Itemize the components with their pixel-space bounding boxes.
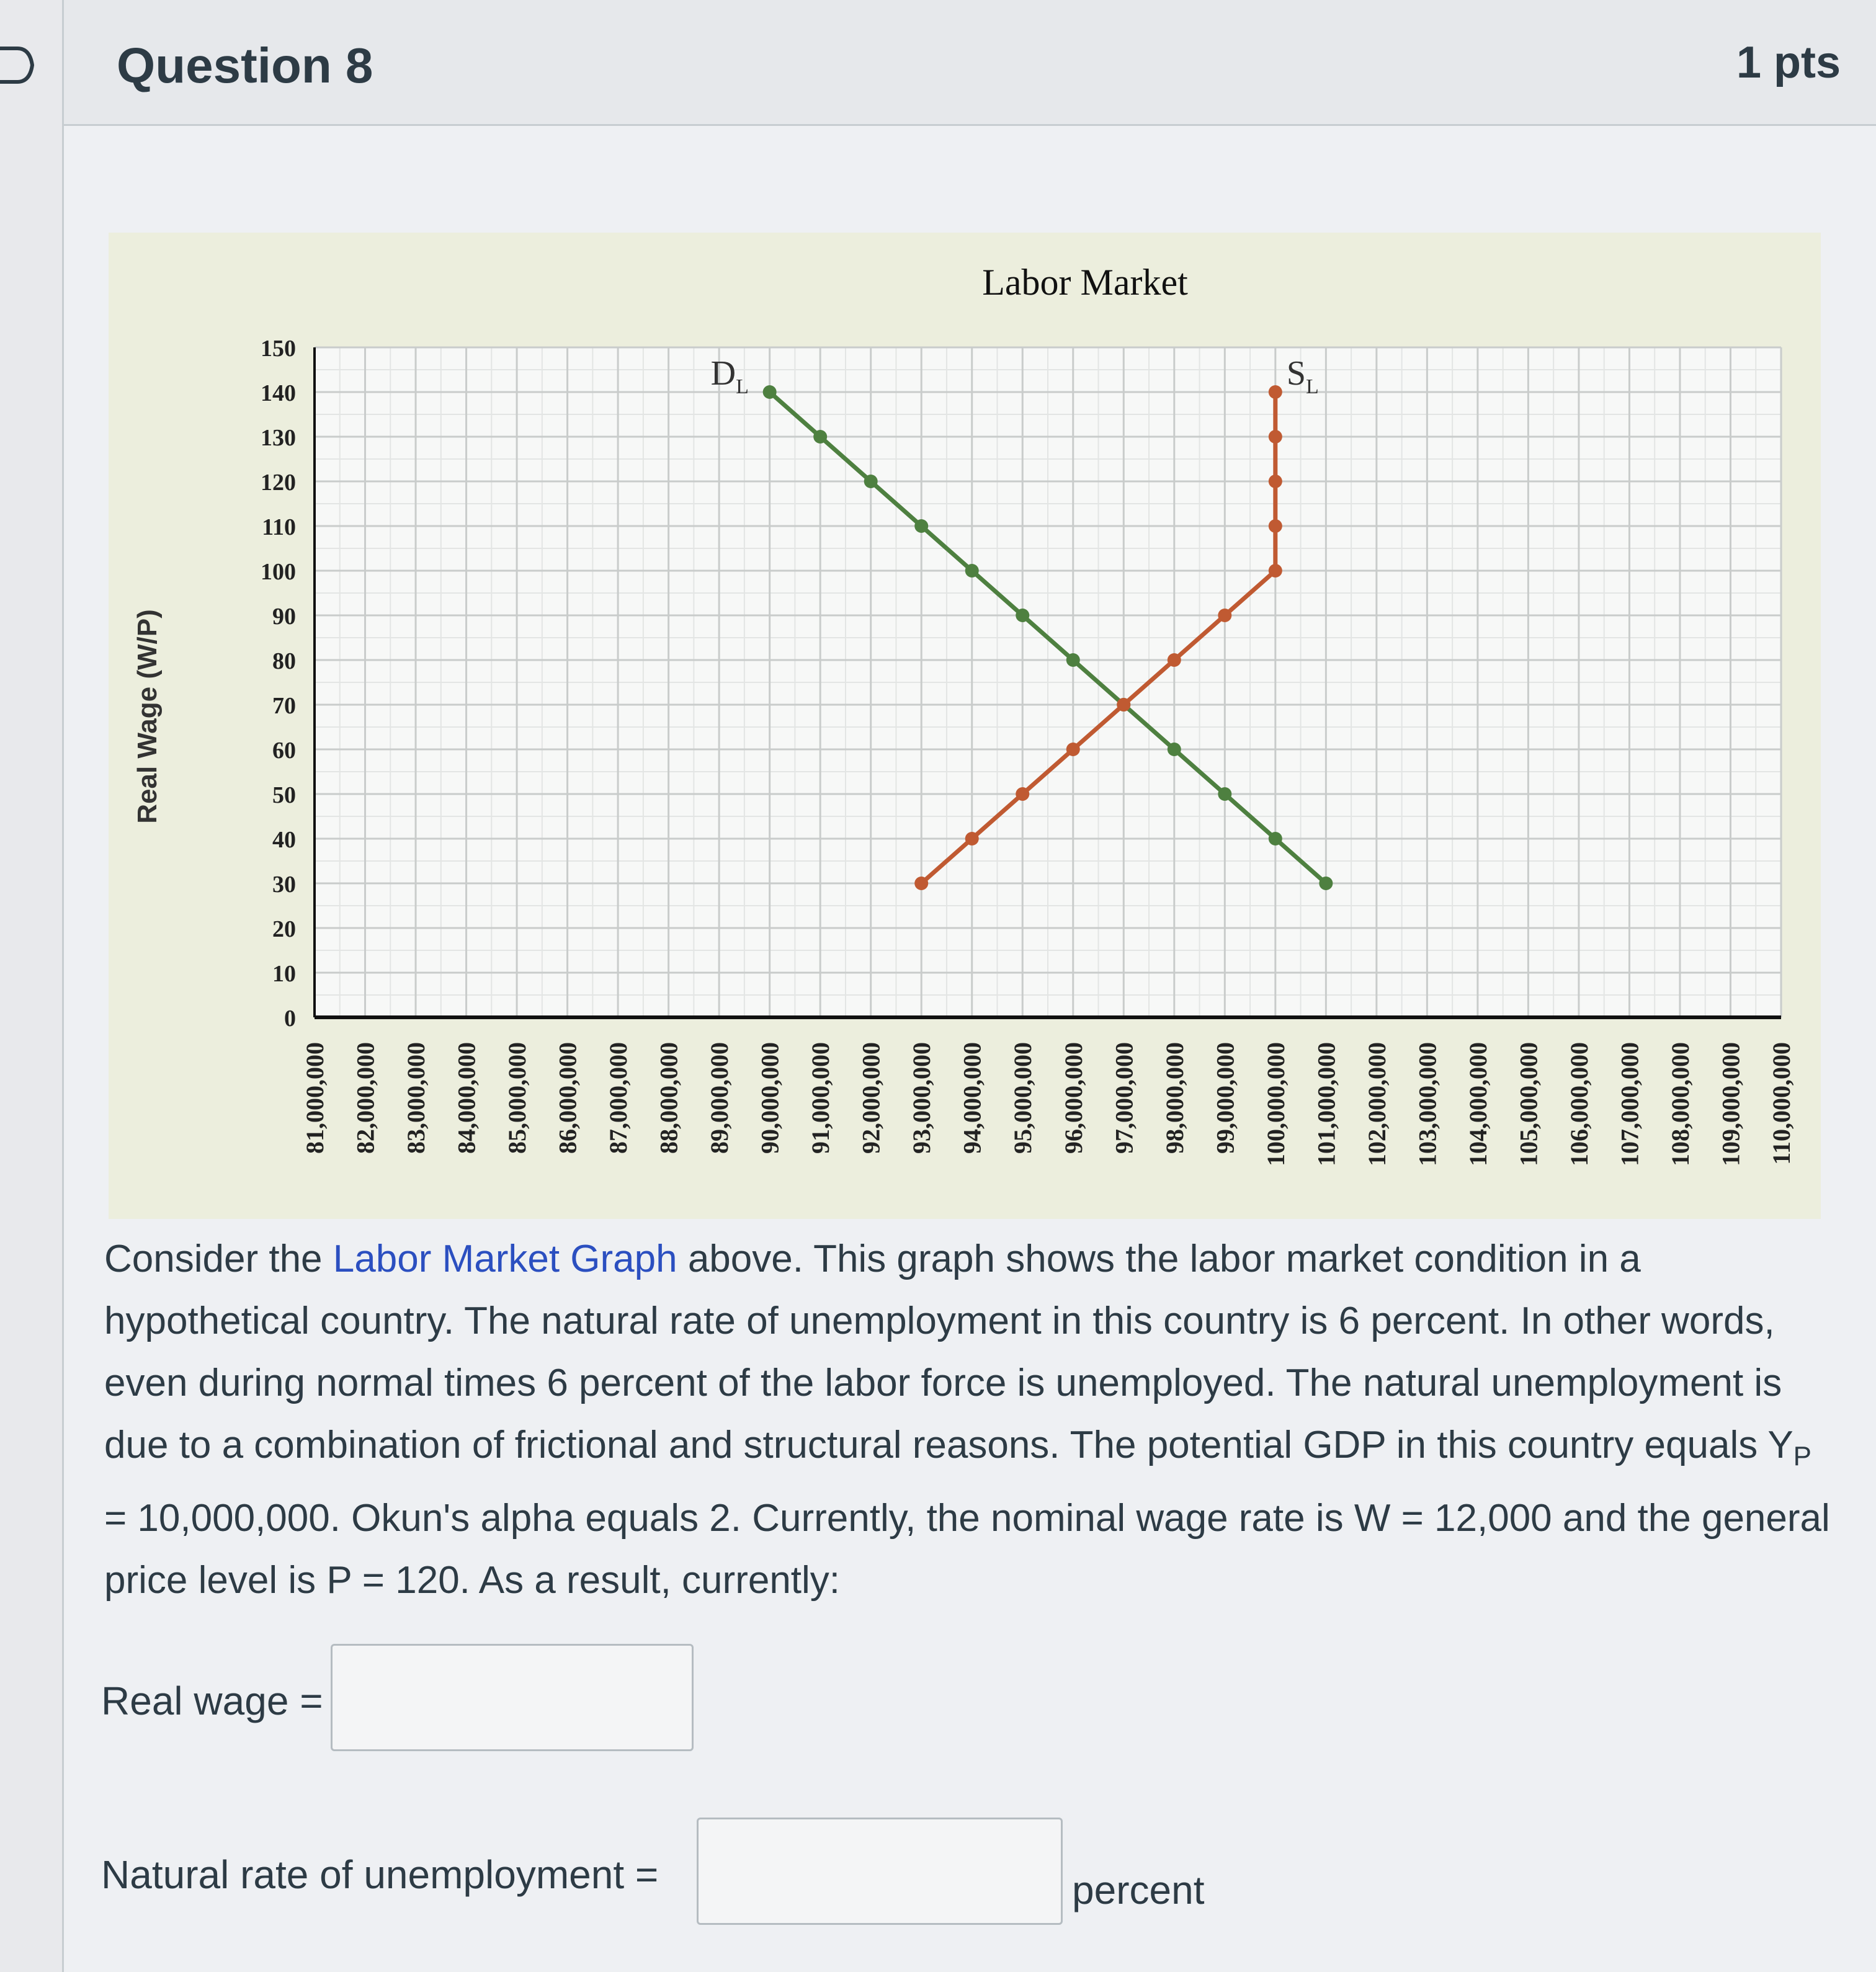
potential-gdp-subscript: P [1793, 1441, 1812, 1471]
chart-svg [109, 233, 1821, 1219]
series-label-DL: $D_L$ [710, 354, 749, 398]
y-tick-label: 90 [272, 604, 296, 630]
x-tick-label: 97,000,000 [1110, 1042, 1138, 1154]
data-point-DL [813, 430, 827, 444]
y-tick-label: 140 [261, 380, 296, 406]
y-tick-label: 0 [284, 1006, 296, 1032]
series-label-SL: $S_L$ [1286, 354, 1319, 398]
data-point-SL [1117, 698, 1130, 712]
question-text-part: above. This graph shows the labor market condition in a hypothetical country. The natural rate of unemployment in this country is 6 percent. In other words, even during normal times 6 percent of the labor force is unemployed. The natural unemployment is due to a combination of frictional and structural reasons. The potential GDP in this country equals Y [104, 1238, 1793, 1466]
data-point-SL [1269, 564, 1282, 578]
y-tick-label: 30 [272, 872, 296, 898]
x-tick-label: 103,000,000 [1413, 1042, 1442, 1166]
data-point-DL [1016, 609, 1029, 622]
y-tick-label: 50 [272, 782, 296, 808]
question-text [104, 1228, 1835, 1612]
x-tick-label: 94,000,000 [958, 1042, 986, 1154]
collapse-nav-icon[interactable] [0, 43, 37, 87]
data-point-SL [1269, 385, 1282, 399]
x-tick-label: 95,000,000 [1009, 1042, 1037, 1154]
real-wage-label: Real wage = [101, 1679, 323, 1723]
data-point-SL [1269, 519, 1282, 533]
x-tick-label: 100,000,000 [1261, 1042, 1290, 1166]
y-tick-label: 60 [272, 738, 296, 764]
labor-market-chart [109, 233, 1821, 1219]
x-tick-label: 107,000,000 [1615, 1042, 1644, 1166]
data-point-SL [1168, 653, 1181, 667]
y-tick-label: 40 [272, 827, 296, 853]
data-point-DL [1319, 877, 1333, 890]
x-tick-label: 82,000,000 [351, 1042, 380, 1154]
x-tick-label: 89,000,000 [705, 1042, 734, 1154]
x-tick-label: 109,000,000 [1717, 1042, 1745, 1166]
y-tick-label: 130 [261, 425, 296, 451]
natural-rate-label: Natural rate of unemployment = [101, 1852, 659, 1897]
x-tick-label: 84,000,000 [452, 1042, 481, 1154]
question-header [64, 0, 1876, 126]
x-tick-label: 92,000,000 [857, 1042, 885, 1154]
data-point-DL [763, 385, 777, 399]
x-tick-label: 90,000,000 [756, 1042, 784, 1154]
real-wage-input[interactable] [331, 1644, 694, 1751]
x-tick-label: 85,000,000 [503, 1042, 532, 1154]
question-card [62, 0, 1876, 1972]
x-tick-label: 99,000,000 [1211, 1042, 1240, 1154]
question-points: 1 pts [1736, 38, 1841, 87]
data-point-SL [965, 832, 979, 845]
y-tick-label: 150 [261, 336, 296, 362]
data-point-SL [1016, 787, 1029, 801]
x-tick-label: 98,000,000 [1160, 1042, 1189, 1154]
data-point-SL [914, 877, 928, 890]
y-axis-label: Real Wage (W/P) [132, 609, 163, 824]
x-tick-label: 88,000,000 [654, 1042, 683, 1154]
x-tick-label: 108,000,000 [1666, 1042, 1694, 1166]
question-title: Question 8 [117, 38, 373, 93]
data-point-SL [1269, 430, 1282, 444]
x-tick-label: 96,000,000 [1059, 1042, 1088, 1154]
data-point-DL [864, 475, 878, 488]
x-tick-label: 106,000,000 [1565, 1042, 1593, 1166]
x-tick-label: 86,000,000 [553, 1042, 582, 1154]
question-text-part: Consider the [104, 1238, 333, 1280]
y-tick-label: 70 [272, 693, 296, 719]
data-point-DL [1066, 653, 1080, 667]
x-tick-label: 83,000,000 [402, 1042, 431, 1154]
y-tick-label: 100 [261, 559, 296, 585]
chart-title: Labor Market [982, 262, 1188, 303]
x-tick-label: 93,000,000 [908, 1042, 936, 1154]
x-tick-label: 104,000,000 [1463, 1042, 1492, 1166]
data-point-SL [1066, 743, 1080, 756]
data-point-DL [965, 564, 979, 578]
labor-market-graph-link[interactable]: Labor Market Graph [333, 1238, 677, 1280]
data-point-SL [1269, 475, 1282, 488]
x-tick-label: 87,000,000 [604, 1042, 633, 1154]
y-tick-label: 110 [262, 514, 296, 540]
data-point-DL [1218, 787, 1231, 801]
question-text-part: = 10,000,000. Okun's alpha equals 2. Currently, the nominal wage rate is W = 12,000 and the general price level is P = 120. As a result, currently: [104, 1497, 1830, 1602]
x-tick-label: 102,000,000 [1362, 1042, 1391, 1166]
data-point-SL [1218, 609, 1231, 622]
y-tick-label: 80 [272, 648, 296, 674]
x-tick-label: 101,000,000 [1312, 1042, 1341, 1166]
natural-rate-input[interactable] [697, 1818, 1063, 1925]
y-tick-label: 120 [261, 470, 296, 496]
x-tick-label: 91,000,000 [806, 1042, 835, 1154]
natural-rate-unit: percent [1072, 1868, 1205, 1912]
y-tick-label: 20 [272, 916, 296, 942]
data-point-DL [1269, 832, 1282, 845]
x-tick-label: 110,000,000 [1767, 1042, 1795, 1165]
y-tick-label: 10 [272, 961, 296, 987]
data-point-DL [1168, 743, 1181, 756]
x-tick-label: 105,000,000 [1514, 1042, 1543, 1166]
x-tick-label: 81,000,000 [301, 1042, 329, 1154]
data-point-DL [914, 519, 928, 533]
